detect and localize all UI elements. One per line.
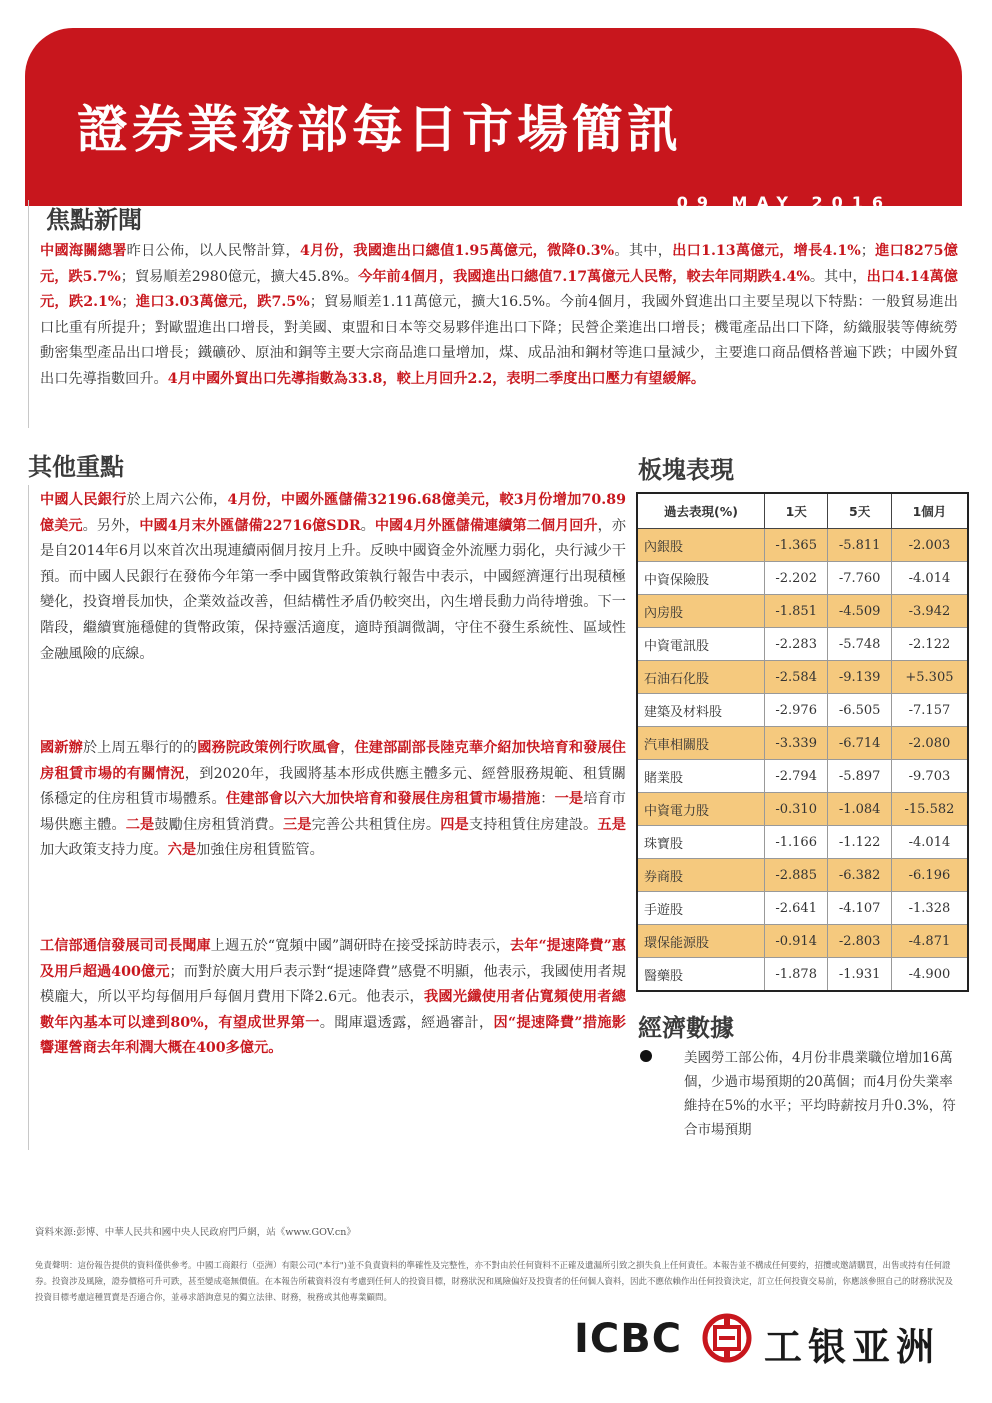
sector-name-cell: 環保能源股 [637, 925, 764, 958]
body-text: ；貿易順差2980億元，擴大45.8%。 [120, 268, 359, 285]
telecom-paragraph [40, 934, 626, 1062]
body-text: ： [540, 791, 555, 808]
sector-name-cell: 手遊股 [637, 892, 764, 925]
table-row [637, 562, 968, 595]
highlight-text: 進口8275億元，跌5.7% [40, 243, 958, 285]
sector-name-cell: 汽車相關股 [637, 727, 764, 760]
highlight-text: 出口4.14萬億元，跌2.1% [40, 268, 958, 311]
body-text: 。聞庫還透露，經過審計， [319, 1014, 494, 1031]
body-text: 。另外， [82, 517, 140, 534]
divider-line [28, 485, 29, 1150]
highlight-text: 國新辦 [40, 740, 83, 756]
one-day-cell: -0.310 [764, 793, 827, 826]
icbc-asia-logo [574, 1313, 964, 1369]
five-day-cell: -5.897 [828, 760, 891, 793]
highlight-text: 二是 [125, 816, 155, 833]
sector-name-cell: 中資電力股 [637, 793, 764, 826]
economic-data-item: 美國勞工部公佈，4月份非農業職位增加16萬個，少過市場預期的20萬個；而4月份失業率維持在5%的水平；平均時薪按月升0.3%，符合市場預期 [684, 1050, 956, 1138]
five-day-cell: -1.931 [828, 958, 891, 992]
one-day-cell: -2.202 [764, 562, 827, 595]
bullet-icon [640, 1050, 652, 1062]
one-day-cell: -1.365 [764, 529, 827, 562]
highlight-text: 住建部副部長陸克華介紹加快培育和發展住房租賃市場的有關情況 [40, 740, 626, 782]
housing-paragraph [40, 736, 626, 864]
highlight-text: 出口1.13萬億元，增長4.1% [672, 243, 861, 259]
one-month-cell: -6.196 [891, 859, 968, 892]
col-period: 過去表現(%) [637, 493, 764, 529]
table-row [637, 892, 968, 925]
one-day-cell: -3.339 [764, 727, 827, 760]
sector-name-cell: 內房股 [637, 595, 764, 628]
body-text: 支持租賃住房建設。 [468, 816, 598, 833]
five-day-cell: -1.122 [828, 826, 891, 859]
highlight-text: 一是 [554, 791, 584, 808]
highlight-text: 國務院政策例行吹風會 [197, 740, 341, 756]
body-text: 昨日公佈，以人民幣計算， [126, 243, 300, 259]
highlight-text: 去年“提速降費”惠及用戶超過400億元 [40, 938, 626, 980]
highlight-text: 中國海關總署 [40, 243, 127, 259]
body-text: ； [121, 294, 136, 311]
sector-performance-table [636, 492, 969, 992]
one-month-cell: -4.900 [891, 958, 968, 992]
one-day-cell: -2.976 [764, 694, 827, 727]
body-text: 完善公共租賃住房。 [311, 816, 441, 833]
one-month-cell: -1.328 [891, 892, 968, 925]
highlight-text: 六是 [167, 842, 197, 859]
one-month-cell: -4.871 [891, 925, 968, 958]
body-text: ；貿易順差1.11萬億元，擴大16.5%。今前4個月，我國外貿進出口主要呈現以下特點：一般貿易進出口比重有所提升；對歐盟進出口增長，對美國、東盟和日本等交易夥伴進出口下降；民營企業進出口增長；機電產品出口下降，紡織服裝等傳統勞動密集型產品出口增長；鐵礦砂、原油和銅等主要大宗商品進口量增加，煤、成品油和鋼材等進口量減少，主要進口商品價格普遍下跌；中國外貿出口先導指數回升。 [40, 294, 958, 387]
pboc-paragraph [40, 488, 626, 667]
highlight-text: 因“提速降費”措施影響運營商去年利潤大概在400多億元。 [40, 1014, 626, 1057]
highlight-text: 進口3.03萬億元，跌7.5% [135, 294, 310, 311]
five-day-cell: -7.760 [828, 562, 891, 595]
body-text: 。 [360, 517, 375, 534]
sector-name-cell: 中資電訊股 [637, 628, 764, 661]
one-month-cell: -4.014 [891, 826, 968, 859]
table-header-row [637, 493, 968, 529]
sector-name-cell: 石油石化股 [637, 661, 764, 694]
focus-news-heading: 焦點新聞 [46, 206, 142, 234]
col-1month: 1個月 [891, 493, 968, 529]
header-banner [25, 28, 962, 212]
one-month-cell: -2.122 [891, 628, 968, 661]
sector-name-cell: 內銀股 [637, 529, 764, 562]
focus-news-body [40, 239, 958, 393]
one-day-cell: -1.878 [764, 958, 827, 992]
body-text: 鼓勵住房租賃消費。 [154, 816, 283, 833]
one-month-cell: -3.942 [891, 595, 968, 628]
body-text: 培育市場供應主體。 [40, 791, 626, 833]
one-day-cell: -2.885 [764, 859, 827, 892]
one-day-cell: -1.166 [764, 826, 827, 859]
table-row [637, 694, 968, 727]
body-text: ，亦是自2014年6月以來首次出現連續兩個月按月上升。反映中國資金外流壓力弱化，央行減少干預。而中國人民銀行在發佈今年第一季中國貨幣政策執行報告中表示，中國經濟運行出現積極變化，投資增長加快，企業效益改善，但結構性矛盾仍較突出，內生增長動力尚待增強。下一階段，繼續實施穩健的貨幣政策，保持靈活適度，適時預調微調，守住不發生系統性、區域性金融風險的底線。 [40, 517, 626, 662]
highlight-text: 四是 [440, 816, 469, 833]
one-day-cell: -2.584 [764, 661, 827, 694]
logo-icbc-text: ICBC [574, 1316, 683, 1362]
one-day-cell: -1.851 [764, 595, 827, 628]
one-month-cell: -2.080 [891, 727, 968, 760]
highlight-text: 五是 [597, 816, 626, 833]
col-5day: 5天 [828, 493, 891, 529]
sector-name-cell: 券商股 [637, 859, 764, 892]
table-row [637, 727, 968, 760]
one-month-cell: -15.582 [891, 793, 968, 826]
body-text: 於上周五舉行的的 [82, 740, 198, 756]
one-month-cell: -4.014 [891, 562, 968, 595]
five-day-cell: -5.748 [828, 628, 891, 661]
one-day-cell: -2.283 [764, 628, 827, 661]
other-highlights-heading: 其他重點 [28, 453, 124, 481]
sector-name-cell: 建築及材料股 [637, 694, 764, 727]
sector-name-cell: 醫藥股 [637, 958, 764, 992]
table-row [637, 595, 968, 628]
table-row [637, 529, 968, 562]
one-day-cell: -2.794 [764, 760, 827, 793]
highlight-text: 4月份，我國進出口總值1.95萬億元，微降0.3% [299, 243, 615, 259]
body-text: 加大政策支持力度。 [40, 842, 168, 859]
disclaimer: 免責聲明：這份報告提供的資料僅供參考。中國工商銀行（亞洲）有限公司("本行")並不負責資料的準確性及完整性，亦不對由於任何資料不正確及遺漏所引致之損失負上任何責任。本報告並不構成任何要約，招攬或邀請購買，出售或持有任何證券。投資涉及風險，證券價格可升可跌，甚至變成毫無價值。在本報告所載資料沒有考慮到任何人的投資目標，財務狀況和風險偏好及投資者的任何個人資料，因此不應依賴作出任何投資決定，訂立任何投資交易前，你應該參照自己的財務狀況及投資目標考慮這種買賣是否適合你，並尋求諮詢意見的獨立法律、財務，稅務或其他專業顧問。 [35, 1261, 954, 1303]
sector-name-cell: 珠寶股 [637, 826, 764, 859]
body-text: 上週五於“寬頻中國”調研時在接受採訪時表示， [210, 938, 510, 954]
highlight-text: 工信部通信發展司司長聞庫 [40, 938, 211, 954]
sector-name-cell: 中資保險股 [637, 562, 764, 595]
highlight-text: 中國人民銀行 [40, 492, 127, 508]
highlight-text: 4月中國外貿出口先導指數為33.8，較上月回升2.2，表明二季度出口壓力有望緩解。 [167, 370, 706, 387]
sector-name-cell: 賭業股 [637, 760, 764, 793]
sector-performance-heading: 板塊表現 [638, 456, 734, 484]
one-month-cell: -7.157 [891, 694, 968, 727]
one-month-cell: +5.305 [891, 661, 968, 694]
body-text: ， [340, 740, 355, 756]
table-row [637, 760, 968, 793]
one-month-cell: -9.703 [891, 760, 968, 793]
highlight-text: 三是 [283, 816, 312, 833]
five-day-cell: -6.505 [828, 694, 891, 727]
body-text: 。其中， [614, 243, 673, 259]
highlight-text: 我國光纖使用者佔寬頻使用者總數年內基本可以達到80%，有望成世界第一 [40, 989, 626, 1031]
highlight-text: 今年前4個月，我國進出口總值7.17萬億元人民幣，較去年同期跌4.4% [358, 268, 810, 285]
table-row [637, 925, 968, 958]
body-text: 於上周六公佈， [126, 492, 228, 508]
report-date: 09 MAY 2016 [676, 193, 892, 212]
five-day-cell: -6.714 [828, 727, 891, 760]
table-row [637, 793, 968, 826]
table-row [637, 661, 968, 694]
economic-data-heading: 經濟數據 [638, 1014, 734, 1042]
logo-chinese-text: 工银亚洲 [764, 1325, 941, 1369]
body-text: ，到2020年，我國將基本形成供應主體多元、經營服務規範、租賃關係穩定的住房租賃市場體系。 [40, 765, 626, 808]
highlight-text: 4月份，中國外匯儲備32196.68億美元，較3月份增加70.89億美元 [40, 492, 626, 534]
five-day-cell: -5.811 [828, 529, 891, 562]
icbc-emblem-icon [702, 1313, 752, 1363]
one-month-cell: -2.003 [891, 529, 968, 562]
divider-line [28, 200, 29, 428]
data-source: 資料來源:彭博、中華人民共和國中央人民政府門戶網，站《www.GOV.cn》 [35, 1227, 356, 1238]
five-day-cell: -1.084 [828, 793, 891, 826]
sector-table-body [637, 529, 968, 992]
table-row [637, 958, 968, 992]
table-row [637, 859, 968, 892]
page-title: 證券業務部每日市場簡訊 [77, 101, 683, 160]
five-day-cell: -2.803 [828, 925, 891, 958]
highlight-text: 中國4月外匯儲備連續第二個月回升 [374, 517, 598, 534]
highlight-text: 住建部會以六大加快培育和發展住房租賃市場措施 [225, 791, 541, 808]
one-day-cell: -0.914 [764, 925, 827, 958]
highlight-text: 中國4月末外匯儲備22716億SDR [139, 517, 361, 534]
body-text: ； [860, 243, 875, 259]
table-row [637, 628, 968, 661]
five-day-cell: -9.139 [828, 661, 891, 694]
body-text: 加強住房租賃監管。 [196, 842, 324, 859]
body-text: 。其中， [809, 268, 867, 285]
five-day-cell: -4.509 [828, 595, 891, 628]
body-text: ；而對於廣大用戶表示對“提速降費”感覺不明顯，他表示，我國使用者規模龐大，所以平均每個用戶每個月費用下降2.6元。他表示， [40, 963, 626, 1006]
table-row [637, 826, 968, 859]
one-day-cell: -2.641 [764, 892, 827, 925]
five-day-cell: -4.107 [828, 892, 891, 925]
col-1day: 1天 [764, 493, 827, 529]
five-day-cell: -6.382 [828, 859, 891, 892]
